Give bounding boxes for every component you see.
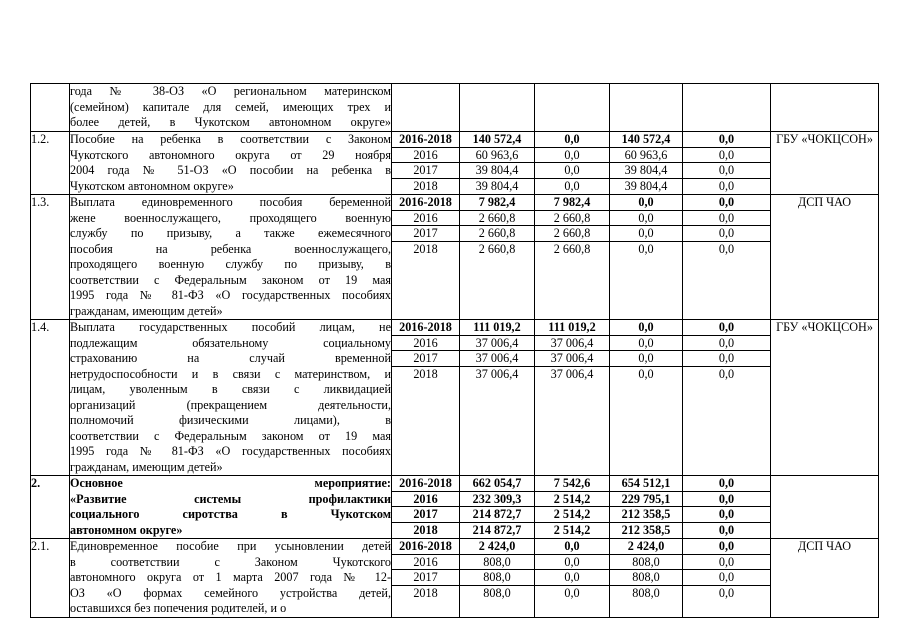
period-cell (392, 476, 460, 539)
regional-budget-cell (610, 476, 683, 539)
description-line: социального сиротства в Чукотском (70, 507, 391, 521)
description-line: страхованию на случай временной (70, 351, 391, 365)
value: 0,0 (535, 570, 609, 586)
value: 2018 (413, 366, 438, 381)
value: 2 660,8 (478, 241, 516, 256)
description-line: Единовременное пособие при усыновлении детей (70, 539, 391, 553)
value: 2018 (413, 522, 438, 537)
value: 2016-2018 (392, 476, 459, 492)
description-line: жене военнослужащего, проходящего военную (70, 210, 391, 225)
value: 37 006,4 (550, 366, 594, 381)
value: 0,0 (683, 211, 770, 227)
value: 0,0 (610, 336, 682, 352)
value: 662 054,7 (460, 476, 534, 492)
value: 7 982,4 (460, 195, 534, 211)
value: 0,0 (718, 366, 735, 381)
description-line: пособия на ребенка военнослужащего, (70, 241, 391, 256)
other-sources-cell (683, 539, 771, 618)
value: 140 572,4 (460, 132, 534, 148)
value: 0,0 (683, 320, 770, 336)
row-number: 2. (31, 476, 70, 539)
description-line: в соответствии с Законом Чукотского (70, 554, 391, 569)
table-body (31, 84, 879, 618)
value: 0,0 (683, 351, 770, 367)
value: 0,0 (610, 195, 682, 211)
value: 0,0 (683, 570, 770, 586)
row-number (31, 84, 70, 132)
measure-description (70, 539, 392, 618)
value: 214 872,7 (460, 507, 534, 523)
value: 7 982,4 (535, 195, 609, 211)
value: 0,0 (535, 555, 609, 571)
measure-description (70, 195, 392, 320)
budget-table (30, 83, 879, 618)
table-row (31, 195, 879, 320)
value: 39 804,4 (475, 178, 519, 193)
value: 2016 (392, 492, 459, 508)
value: 2 660,8 (535, 226, 609, 242)
value: 654 512,1 (610, 476, 682, 492)
value: 2016 (392, 555, 459, 571)
value: 232 309,3 (460, 492, 534, 508)
row-number: 2.1. (31, 539, 70, 618)
value: 2 660,8 (535, 211, 609, 227)
table-row (31, 320, 879, 476)
value: 2016 (392, 336, 459, 352)
federal-budget-cell (535, 320, 610, 476)
value: 0,0 (683, 148, 770, 164)
value: 229 795,1 (610, 492, 682, 508)
total-amount-cell (460, 195, 535, 320)
value: 212 358,5 (621, 522, 671, 537)
description-line: лицам, уволенным в связи с ликвидацией (70, 382, 391, 396)
value: 808,0 (460, 570, 534, 586)
description-line: Чукотского автономного округа от 29 ноября (70, 147, 391, 162)
period-cell (392, 195, 460, 320)
value: 111 019,2 (460, 320, 534, 336)
regional-budget-cell (610, 195, 683, 320)
total-amount-cell (460, 320, 535, 476)
value: 0,0 (683, 555, 770, 571)
value: 39 804,4 (624, 178, 668, 193)
value: 37 006,4 (460, 336, 534, 352)
value: 0,0 (683, 507, 770, 523)
value: 0,0 (535, 163, 609, 179)
executor-cell: ГБУ «ЧОКЦСОН» (771, 320, 879, 476)
measure-description (70, 476, 392, 539)
value: 2 514,2 (535, 492, 609, 508)
row-number: 1.3. (31, 195, 70, 320)
period-cell (392, 132, 460, 195)
other-sources-cell (683, 132, 771, 195)
value: 39 804,4 (460, 163, 534, 179)
value: 2 424,0 (460, 539, 534, 555)
value: 60 963,6 (460, 148, 534, 164)
value: 111 019,2 (535, 320, 609, 336)
value: 0,0 (683, 476, 770, 492)
value: 2018 (413, 241, 438, 256)
value: 0,0 (683, 539, 770, 555)
value: 0,0 (683, 226, 770, 242)
value: 2 514,2 (553, 522, 591, 537)
description-line: гражданам, имеющим детей» (70, 303, 223, 318)
value: 808,0 (632, 585, 660, 600)
value: 0,0 (610, 211, 682, 227)
description-line: соответствии с Федеральным законом от 19 мая (70, 428, 391, 443)
value: 0,0 (718, 241, 735, 256)
description-line: 1995 года № 81-ФЗ «О государственных пособиях (70, 288, 391, 302)
period-cell (392, 84, 460, 132)
value: 808,0 (610, 570, 682, 586)
value: 0,0 (610, 351, 682, 367)
value: 212 358,5 (610, 507, 682, 523)
value: 0,0 (718, 522, 735, 537)
description-line: соответствии с Федеральным законом от 19 мая (70, 272, 391, 287)
description-line: 2004 года № 51-ОЗ «О пособии на ребенка в (70, 163, 391, 177)
other-sources-cell (683, 84, 771, 132)
description-line: Чукотском автономном округе» (70, 178, 234, 193)
value: 0,0 (535, 132, 609, 148)
value: 2016-2018 (392, 320, 459, 336)
value: 214 872,7 (472, 522, 522, 537)
value: 2 514,2 (535, 507, 609, 523)
value: 0,0 (610, 320, 682, 336)
federal-budget-cell (535, 132, 610, 195)
value: 0,0 (683, 336, 770, 352)
value: 37 006,4 (535, 351, 609, 367)
value: 0,0 (718, 178, 735, 193)
executor-cell: ДСП ЧАО (771, 539, 879, 618)
description-line: службу по призыву, а также ежемесячного (70, 226, 391, 240)
value: 2016 (392, 211, 459, 227)
description-line: организаций (прекращением деятельности, (70, 397, 391, 412)
value: 39 804,4 (610, 163, 682, 179)
value: 2017 (392, 351, 459, 367)
value: 0,0 (683, 195, 770, 211)
value: 2016-2018 (392, 539, 459, 555)
description-line: Пособие на ребенка в соответствии с Законом (70, 132, 391, 146)
regional-budget-cell (610, 132, 683, 195)
value: 2 660,8 (460, 211, 534, 227)
other-sources-cell (683, 320, 771, 476)
description-line: ОЗ «О формах семейного устройства детей, (70, 585, 391, 600)
description-line: автономного округа от 1 марта 2007 года № 12- (70, 570, 391, 584)
period-cell (392, 320, 460, 476)
value: 0,0 (638, 366, 654, 381)
federal-budget-cell (535, 539, 610, 618)
value: 0,0 (564, 585, 580, 600)
value: 2017 (392, 507, 459, 523)
measure-description (70, 84, 392, 132)
value: 2016 (392, 148, 459, 164)
value: 37 006,4 (460, 351, 534, 367)
value: 0,0 (610, 226, 682, 242)
table-row (31, 539, 879, 618)
federal-budget-cell (535, 476, 610, 539)
description-line: нетрудоспособности и в связи с материнством, и (70, 366, 391, 381)
value: 2018 (413, 585, 438, 600)
description-line: Выплата единовременного пособия беременной (70, 195, 391, 209)
description-line: оставшихся без попечения родителей, и о (70, 601, 287, 615)
value: 808,0 (610, 555, 682, 571)
table-row (31, 132, 879, 195)
other-sources-cell (683, 476, 771, 539)
federal-budget-cell (535, 195, 610, 320)
value: 2 424,0 (610, 539, 682, 555)
value: 2 660,8 (460, 226, 534, 242)
value: 2018 (413, 178, 438, 193)
regional-budget-cell (610, 539, 683, 618)
executor-cell: ГБУ «ЧОКЦСОН» (771, 132, 879, 195)
total-amount-cell (460, 476, 535, 539)
description-line: автономном округе» (70, 522, 183, 537)
value: 37 006,4 (475, 366, 519, 381)
executor-cell (771, 84, 879, 132)
executor-cell: ДСП ЧАО (771, 195, 879, 320)
description-line: Основное мероприятие: (70, 476, 391, 490)
value: 2017 (392, 570, 459, 586)
value: 0,0 (638, 241, 654, 256)
description-line: (семейном) капитале для семей, имеющих трех и (70, 99, 391, 114)
value: 37 006,4 (535, 336, 609, 352)
executor-cell (771, 476, 879, 539)
value: 0,0 (535, 539, 609, 555)
description-line: года № 38-ОЗ «О региональном материнском (70, 84, 391, 98)
total-amount-cell (460, 84, 535, 132)
value: 0,0 (683, 132, 770, 148)
other-sources-cell (683, 195, 771, 320)
total-amount-cell (460, 539, 535, 618)
table-row (31, 476, 879, 539)
value: 0,0 (683, 492, 770, 508)
value: 0,0 (535, 148, 609, 164)
description-line: более детей, в Чукотском автономном округе» (70, 115, 391, 129)
total-amount-cell (460, 132, 535, 195)
table-row (31, 84, 879, 132)
value: 7 542,6 (535, 476, 609, 492)
regional-budget-cell (610, 84, 683, 132)
value: 140 572,4 (610, 132, 682, 148)
value: 60 963,6 (610, 148, 682, 164)
measure-description (70, 320, 392, 476)
value: 2 660,8 (553, 241, 591, 256)
row-number: 1.4. (31, 320, 70, 476)
period-cell (392, 539, 460, 618)
value: 2016-2018 (392, 195, 459, 211)
description-line: «Развитие системы профилактики (70, 491, 391, 506)
description-line: проходящего военную службу по призыву, в (70, 257, 391, 271)
value: 0,0 (683, 163, 770, 179)
value: 2017 (392, 163, 459, 179)
description-line: полномочий физическими лицами), в (70, 413, 391, 427)
description-line: гражданам, имеющим детей» (70, 459, 223, 474)
description-line: 1995 года № 81-ФЗ «О государственных пособиях (70, 444, 391, 458)
value: 808,0 (460, 555, 534, 571)
regional-budget-cell (610, 320, 683, 476)
value: 0,0 (718, 585, 735, 600)
value: 2016-2018 (392, 132, 459, 148)
federal-budget-cell (535, 84, 610, 132)
value: 0,0 (564, 178, 580, 193)
value: 808,0 (483, 585, 511, 600)
description-line: Выплата государственных пособий лицам, не (70, 320, 391, 334)
measure-description (70, 132, 392, 195)
row-number: 1.2. (31, 132, 70, 195)
value: 2017 (392, 226, 459, 242)
description-line: подлежащим обязательному социальному (70, 335, 391, 350)
